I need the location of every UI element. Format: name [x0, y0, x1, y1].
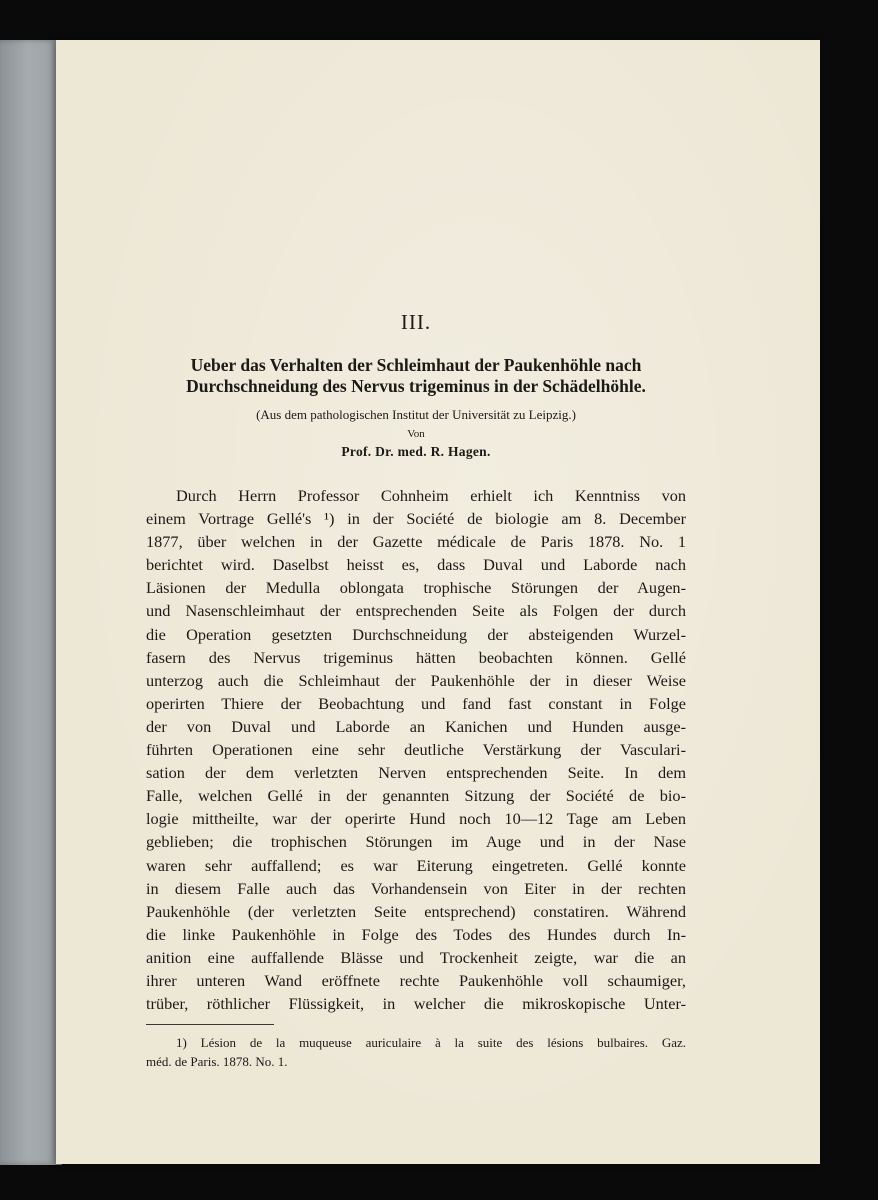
body-line: operirten Thiere der Beobachtung und fand fast constant in Folge — [146, 693, 686, 713]
by-label: Von — [407, 428, 425, 440]
title-line: Durchschneidung des Nervus trigeminus in der Schädelhöhle. — [186, 376, 646, 396]
body-line: der von Duval und Laborde an Kanichen und Hunden ausge- — [146, 716, 686, 736]
footnote-line: méd. de Paris. 1878. No. 1. — [146, 1054, 288, 1070]
chapter-numeral: III. — [400, 310, 432, 334]
body-line: logie mittheilte, war der operirte Hund noch 10—12 Tage am Leben — [146, 809, 686, 829]
body-line: führten Operationen eine sehr deutliche Verstärkung der Vasculari- — [146, 740, 686, 760]
body-line: unterzog auch die Schleimhaut der Paukenhöhle der in dieser Weise — [146, 670, 686, 690]
article-title — [146, 355, 686, 397]
body-line: 1877, über welchen in der Gazette médicale de Paris 1878. No. 1 — [146, 532, 686, 552]
body-line: waren sehr auffallend; es war Eiterung eingetreten. Gellé konnte — [146, 855, 686, 875]
body-line: berichtet wird. Daselbst heisst es, dass Duval und Laborde nach — [146, 555, 686, 575]
body-line: sation der dem verletzten Nerven entsprechenden Seite. In dem — [146, 763, 686, 783]
footnote-divider — [146, 1024, 274, 1025]
document-page — [56, 40, 820, 1164]
cover-edge — [0, 40, 62, 1165]
body-line: in diesem Falle auch das Vorhandensein von Eiter in der rechten — [146, 878, 686, 898]
body-line: geblieben; die trophischen Störungen im Auge und in der Nase — [146, 832, 686, 852]
institute-note: (Aus dem pathologischen Institut der Universität zu Leipzig.) — [256, 407, 576, 422]
body-line: fasern des Nervus trigeminus hätten beobachten können. Gellé — [146, 647, 686, 667]
body-line: anition eine auffallende Blässe und Trockenheit zeigte, war die an — [146, 947, 686, 967]
body-line: und Nasenschleimhaut der entsprechenden Seite als Folgen der durch — [146, 601, 686, 621]
body-line: Läsionen der Medulla oblongata trophische Störungen der Augen- — [146, 578, 686, 598]
body-line: ihrer unteren Wand eröffnete rechte Paukenhöhle voll schaumiger, — [146, 970, 686, 990]
body-line: Paukenhöhle (der verletzten Seite entsprechend) constatiren. Während — [146, 901, 686, 921]
body-line: die Operation gesetzten Durchschneidung der absteigenden Wurzel- — [146, 624, 686, 644]
body-line: Durch Herrn Professor Cohnheim erhielt ich Kenntniss von — [176, 486, 686, 505]
title-line: Ueber das Verhalten der Schleimhaut der Paukenhöhle nach — [190, 355, 642, 375]
body-line: Falle, welchen Gellé in der genannten Sitzung der Société de bio- — [146, 786, 686, 806]
footnote — [146, 1033, 686, 1071]
author-name: Prof. Dr. med. R. Hagen. — [341, 444, 491, 459]
body-paragraph — [146, 484, 686, 1015]
body-line: trüber, röthlicher Flüssigkeit, in welcher die mikroskopische Unter- — [146, 994, 686, 1014]
page-content — [146, 310, 686, 1071]
body-line: die linke Paukenhöhle in Folge des Todes des Hundes durch In- — [146, 924, 686, 944]
footnote-line: 1) Lésion de la muqueuse auriculaire à la suite des lésions bulbaires. Gaz. — [176, 1035, 686, 1051]
body-line: einem Vortrage Gellé's ¹) in der Société de biologie am 8. December — [146, 509, 686, 529]
